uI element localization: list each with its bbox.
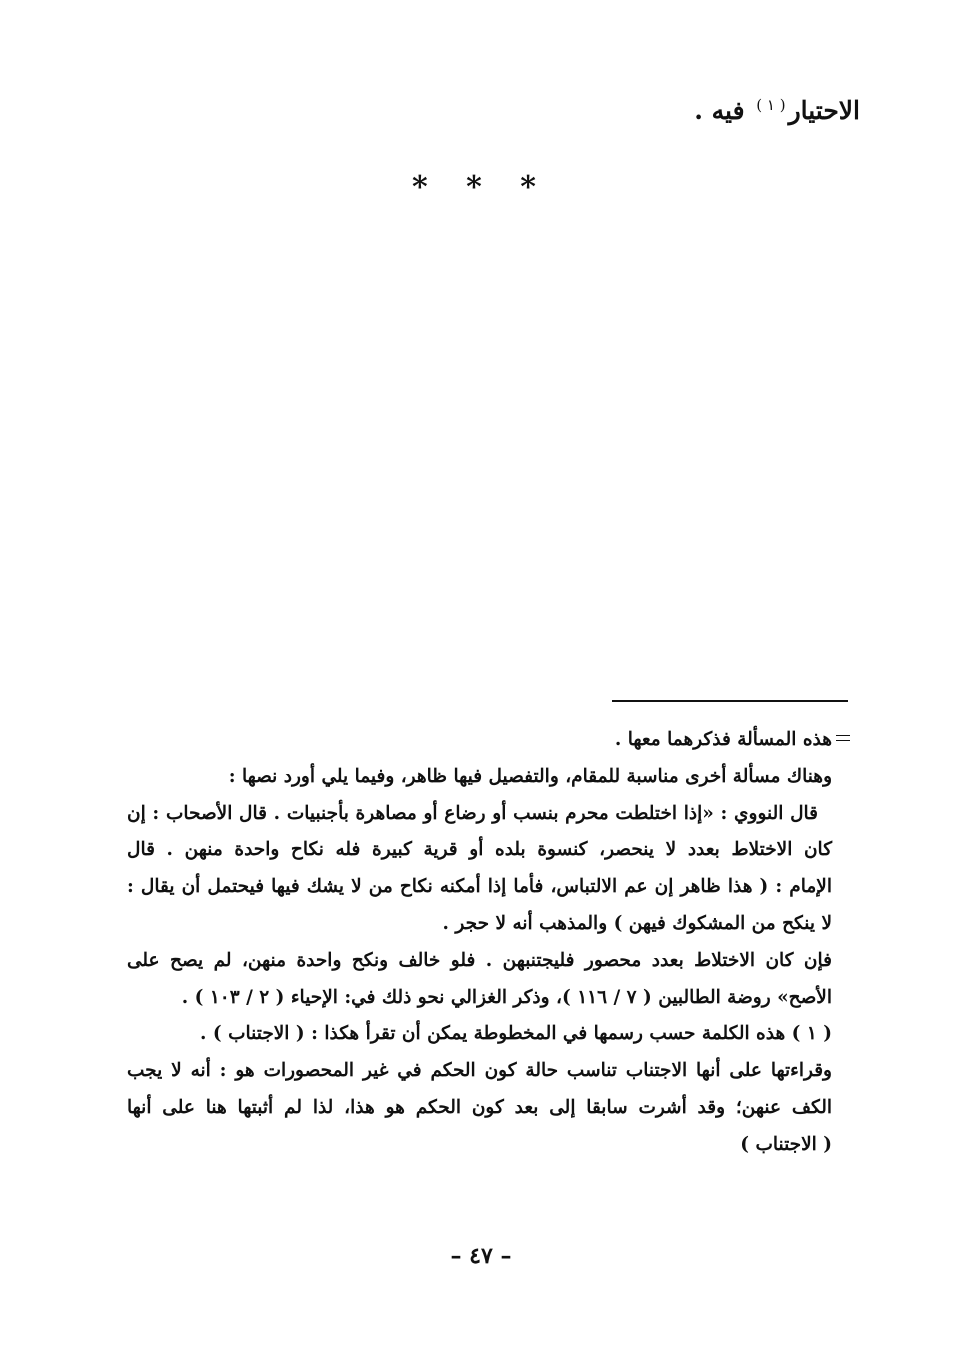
footnote-line: وهناك مسألة أخرى مناسبة للمقام، والتفصيل فيها ظاهر، وفيما يلي أورد نصها : bbox=[228, 765, 832, 787]
footnote-line: ( الاجتناب ) bbox=[740, 1133, 832, 1155]
main-text-word: الاحتيار bbox=[788, 96, 860, 125]
footnote-line: قال النووي : «إذا اختلطت محرم بنسب أو رضاع أو مصاهرة بأجنبيات . قال الأصحاب : إن bbox=[127, 802, 818, 824]
footnote-line: كان الاختلاط بعدد لا ينحصر، كنسوة بلده أو قرية كبيرة فله نكاح واحدة منهن . قال bbox=[127, 839, 832, 861]
footnote-line: هذه المسألة فذكرهما معها . bbox=[614, 729, 832, 750]
section-separator: * * * bbox=[412, 170, 550, 205]
footnote-line: الكف عنهن؛ وقد أشرت سابقا إلى بعد كون الحكم هو هذا، لذا لم أثبتها هنا على أنها bbox=[127, 1096, 832, 1118]
main-text-ending: فيه . bbox=[694, 96, 745, 125]
footnote-line: لا ينكح من المشكوك فيهن ) والمذهب أنه لا حجر . bbox=[442, 912, 832, 934]
footnote-line: الإمام : ( هذا ظاهر إن عم الالتباس، فأما إذا أمكنه نكاح من لا يشك فيها فيحتمل أن يقال : bbox=[127, 876, 832, 898]
footnote-divider bbox=[612, 700, 848, 702]
footnote-line: فإن كان الاختلاط بعدد محصور فليجتنبهن . فلو خالف ونكح واحدة منهن، لم يصح على bbox=[127, 949, 832, 971]
footnote-1-line: ( ١ ) هذه الكلمة حسب رسمها في المخطوطة يمكن أن تقرأ هكذا : ( الاجتناب ) . bbox=[200, 1023, 832, 1045]
footnote-continuation-marker bbox=[836, 735, 850, 741]
footnotes-block bbox=[127, 722, 832, 1164]
footnote-line: الأصح» روضة الطالبين ( ٧ / ١١٦ )، وذكر الغزالي نحو ذلك في: الإحياء ( ٢ / ١٠٣ ) . bbox=[181, 986, 832, 1008]
footnote-reference[interactable]: ( ١ ) bbox=[756, 96, 786, 114]
page-number: – ٤٧ – bbox=[450, 1243, 512, 1269]
main-text-line bbox=[694, 96, 860, 125]
footnote-line: وقراءتها على أنها الاجتناب تناسب حالة كون الحكم في غير المحصورات هو : أنه لا يجب bbox=[127, 1060, 832, 1082]
